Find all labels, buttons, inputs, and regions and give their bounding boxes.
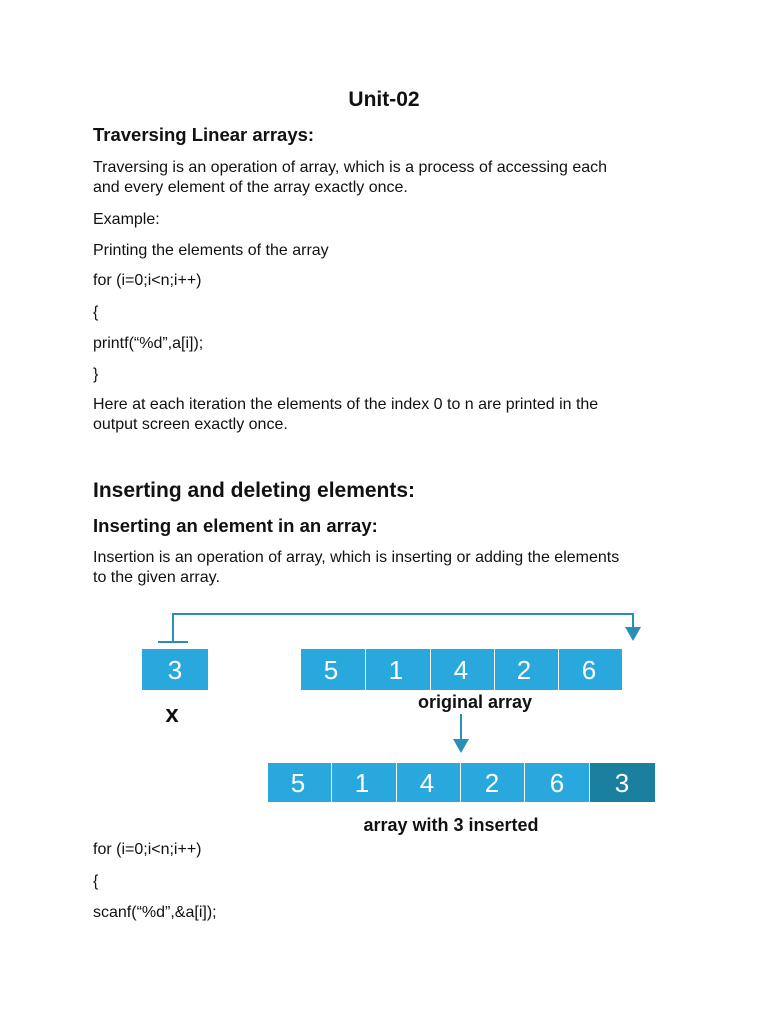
original-array-label: original array [417, 692, 533, 712]
code-line: for (i=0;i<n;i++) [93, 841, 202, 858]
result-array-label: array with 3 inserted [363, 815, 539, 835]
code-line: printf(“%d”,a[i]); [93, 335, 204, 352]
section-heading-traversing: Traversing Linear arrays: [93, 124, 315, 145]
array-cell-value: 6 [581, 655, 597, 685]
code-line: { [93, 304, 99, 321]
array-cell-value: 2 [484, 768, 500, 798]
array-cell-value: 1 [354, 768, 370, 798]
text-line: Insertion is an operation of array, which is inserting or adding the elements [93, 549, 620, 566]
array-cell-value: 1 [388, 655, 404, 685]
text-line: Here at each iteration the elements of the index 0 to n are printed in the [93, 396, 599, 413]
section-heading-insert-delete: Inserting and deleting elements: [93, 479, 416, 502]
traversing-intro-paragraph [93, 158, 676, 198]
original-array [301, 649, 622, 690]
arrow-down-icon [453, 739, 469, 753]
insertion-diagram [0, 600, 768, 840]
array-cell-value: 2 [516, 655, 532, 685]
code-line: } [93, 366, 99, 383]
example-description: Printing the elements of the array [93, 242, 329, 259]
code-line: { [93, 873, 99, 890]
arrow-down-icon [625, 627, 641, 641]
page-title: Unit-02 [348, 88, 420, 111]
array-cell-value: 3 [614, 768, 630, 798]
element-variable-label: x [165, 701, 179, 728]
code-line: for (i=0;i<n;i++) [93, 272, 202, 289]
insertion-intro-paragraph [93, 548, 676, 588]
array-cell-value: 5 [323, 655, 339, 685]
insert-element-value: 3 [167, 655, 183, 685]
array-cell-value: 4 [453, 655, 469, 685]
text-line: to the given array. [93, 569, 220, 586]
traversing-outro-paragraph [93, 395, 676, 435]
array-cell-value: 6 [549, 768, 565, 798]
connector-line [173, 614, 633, 642]
example-label: Example: [93, 211, 160, 228]
array-cell-value: 4 [419, 768, 435, 798]
text-line: and every element of the array exactly once. [93, 179, 408, 196]
code-line: scanf(“%d”,&a[i]); [93, 904, 217, 921]
result-array [268, 763, 655, 802]
subheading-inserting: Inserting an element in an array: [93, 515, 378, 536]
text-line: Traversing is an operation of array, which is a process of accessing each [93, 159, 608, 176]
text-line: output screen exactly once. [93, 416, 288, 433]
array-cell-value: 5 [290, 768, 306, 798]
